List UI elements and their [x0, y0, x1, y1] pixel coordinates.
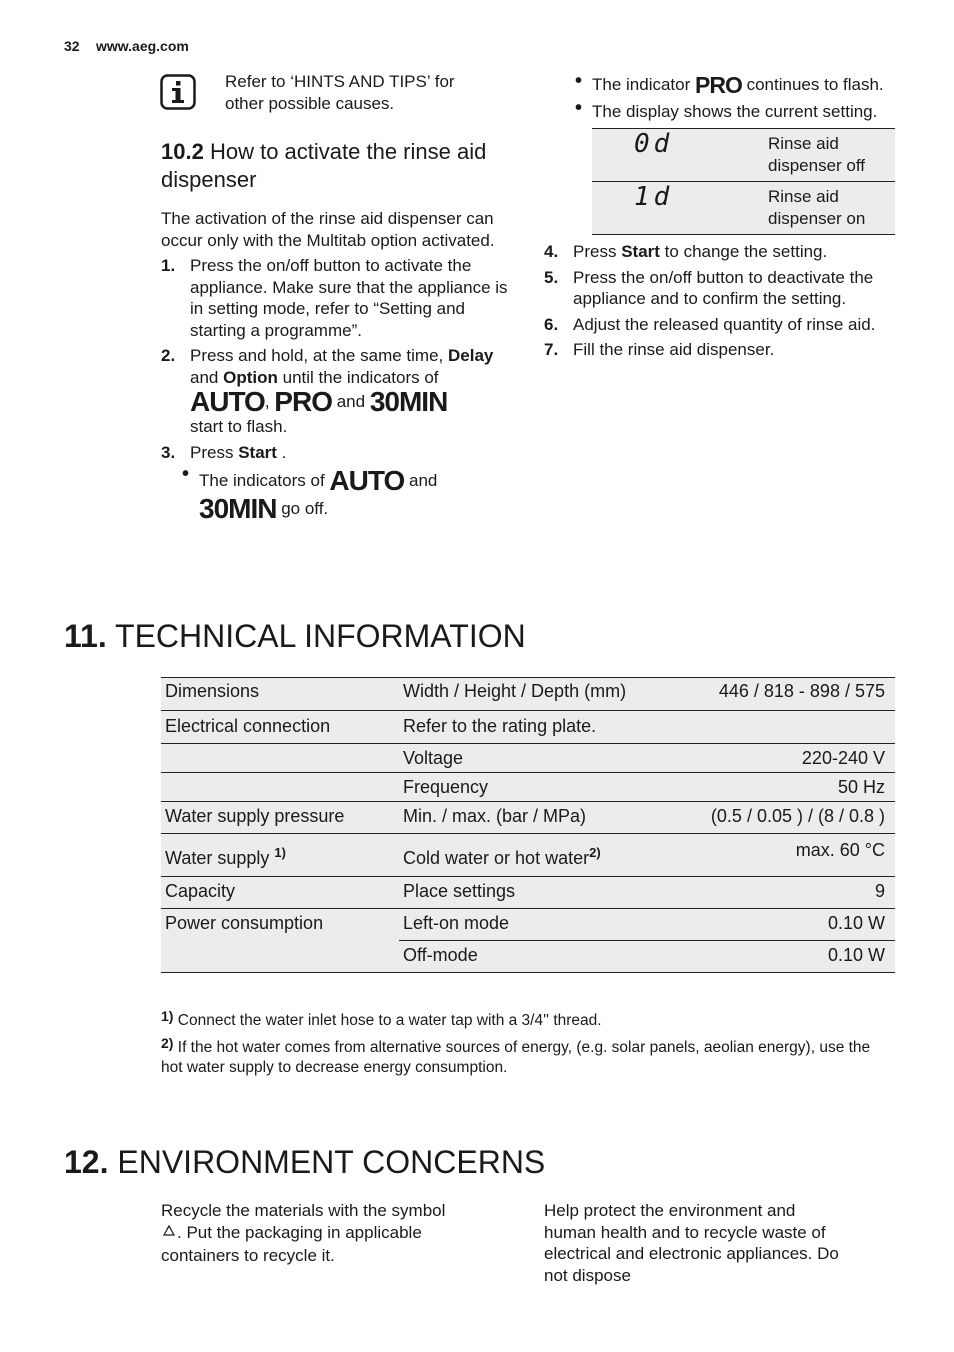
step-4: 4. Press Start to change the setting. — [544, 242, 828, 261]
pro-indicator-icon: PRO — [695, 72, 742, 98]
table-row: Electrical connection Refer to the rating plate. — [161, 711, 895, 744]
site-url: www.aeg.com — [96, 38, 189, 54]
table-row: Off-mode 0.10 W — [161, 941, 895, 973]
intro-paragraph: The activation of the rinse aid dispenser can occur only with the Multitab option activated. — [161, 209, 495, 250]
footnote-1: 1) Connect the water inlet hose to a water tap with a 3/4'' thread. — [161, 1008, 602, 1029]
step-2: 2. Press and hold, at the same time, Delay and Option until the indicators of AUTO, PRO and 30MIN start to flash. — [161, 346, 494, 436]
step-7: 7. Fill the rinse aid dispenser. — [544, 340, 775, 359]
table-row: Frequency 50 Hz — [161, 773, 895, 802]
step-1: 1. Press the on/off button to activate the appliance. Make sure that the appliance is in setting mode, refer to “Setting and starting a programme”. — [161, 256, 508, 340]
environment-left-paragraph: Recycle the materials with the symbol . Put the packaging in applicable containers to recycle it. — [161, 1201, 446, 1265]
table-row: Dimensions Width / Height / Depth (mm) 446 / 818 - 898 / 575 — [161, 678, 895, 711]
display-row-on — [592, 182, 895, 235]
page-number: 32 — [64, 38, 80, 54]
step-6: 6. Adjust the released quantity of rinse aid. — [544, 314, 876, 334]
bullet-display-setting: • The display shows the current setting. — [575, 96, 878, 121]
environment-right-paragraph: Help protect the environment and human health and to recycle waste of electrical and electronic appliances. Do not dispose — [544, 1201, 839, 1285]
section-heading-11: 11. TECHNICAL INFORMATION — [64, 618, 526, 654]
auto-indicator-icon: AUTO — [190, 386, 265, 417]
30min-indicator-icon: 30MIN — [369, 386, 448, 417]
table-row: Power consumption Left-on mode 0.10 W — [161, 909, 895, 941]
table-row: Voltage 220-240 V — [161, 744, 895, 773]
display-row-off — [592, 129, 895, 182]
display-label: Rinse aid dispenser on — [760, 182, 895, 235]
info-note: Refer to ‘HINTS AND TIPS’ for other possible causes. — [225, 72, 455, 113]
bullet-pro-flash: • The indicator PRO continues to flash. — [575, 70, 884, 98]
display-label: Rinse aid dispenser off — [760, 129, 895, 182]
display-setting-table — [592, 128, 895, 235]
table-row: Water supply pressure Min. / max. (bar / MPa) (0.5 / 0.05 ) / (8 / 0.8 ) — [161, 802, 895, 834]
info-icon — [160, 74, 196, 110]
step-5: 5. Press the on/off button to deactivate the appliance and to confirm the setting. — [544, 267, 874, 308]
section-heading-10-2: 10.2 How to activate the rinse aid dispenser — [161, 139, 487, 192]
table-row: Capacity Place settings 9 — [161, 877, 895, 909]
footnote-2: 2) If the hot water comes from alternative sources of energy, (e.g. solar panels, aeolian energy), use the hot water supply to decrease energy consumption. — [161, 1035, 871, 1076]
table-row: Water supply $^{1)}$ Cold water or hot water$^{2)}$ max. 60 °C — [161, 834, 895, 877]
recycle-icon — [161, 1224, 177, 1246]
display-code: 0d — [592, 129, 760, 182]
section-heading-12: 12. ENVIRONMENT CONCERNS — [64, 1144, 546, 1180]
right-column — [544, 70, 894, 365]
30min-indicator-icon: 30MIN — [199, 493, 277, 524]
step-3-bullet: • The indicators of AUTO and 30MIN go off. — [182, 463, 438, 524]
display-code: 1d — [592, 182, 760, 235]
auto-indicator-icon: AUTO — [329, 465, 405, 496]
pro-indicator-icon: PRO — [274, 386, 332, 417]
step-3: 3. Press Start . • The indicators of AUTO and 30MIN go off. — [161, 442, 513, 524]
left-column — [161, 208, 513, 527]
technical-info-table — [161, 677, 895, 973]
